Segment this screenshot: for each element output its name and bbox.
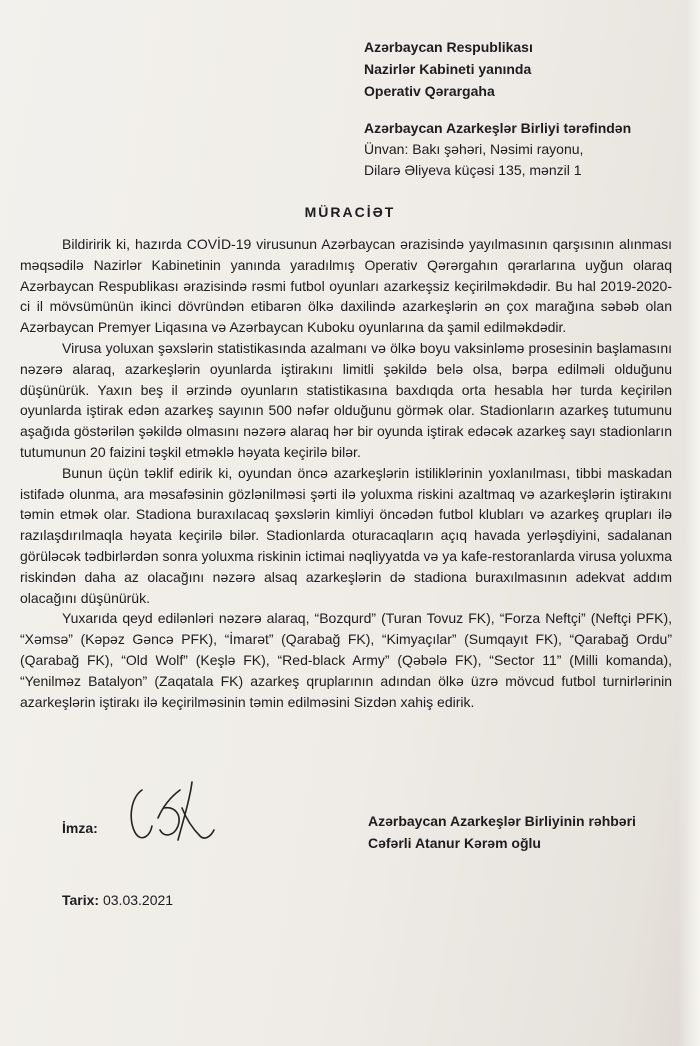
body-paragraph: Yuxarıda qeyd edilənləri nəzərə alaraq, “Bozqurd” (Turan Tovuz FK), “Forza Neftçi” (Neftçi PFK), “Xəmsə” (Kəpəz Gəncə PFK), “İmarət” (Qarabağ FK), “Kimyaçılar” (Sumqayıt FK), “Qarabağ Ordu” (Qarabağ FK), “Old Wolf” (Keşlə FK), “Red-black Army” (Qəbələ FK), “Sector 11” (Milli komanda), “Yenilməz Batalyon” (Zaqatala FK) azarkeş qruplarının adından ölkə üzrə mövcud futbol turnirlərinin azarkeşlərin iştirakı ilə keçirilməsinin təmin edilməsini Sizdən xahiş edirik. [20, 610, 672, 710]
sender-organization: Azərbaycan Azarkeşlər Birliyi tərəfindən [364, 120, 632, 136]
date-value: 03.03.2021 [102, 892, 174, 908]
signatory-title: Azərbaycan Azarkeşlər Birliyinin rəhbəri [368, 813, 636, 829]
body-paragraph: Virusa yoluxan şəxslərin statistikasında azalmanı və ölkə boyu vaksinləmə prosesinin başlamasını nəzərə alaraq, azarkeşlərin oyunlarda iştirakını limitli şəkildə belə olsa, bərpa edilməli olduğunu düşünürük. Yaxın beş il ərzində oyunların statistikasına baxdıqda orta hesabla hər turda keçirilən oyunlarda iştirak edən azarkeş sayının 500 nəfər olduğunu görmək olar. Stadionların azarkeş tutumunu aşağıda göstərilən şəkildə olmasını nəzərə alaraq hər bir oyunda iştirak edəcək azarkeş sayı stadionların tutumunun 20 faizini təşkil etməklə həyata keçirilə bilər. [20, 339, 672, 460]
sender-block [364, 118, 631, 181]
body-paragraph: Bildiririk ki, hazırda COVİD-19 virusunun Azərbaycan ərazisində yayılmasının qarşısının alınması məqsədilə Nazirlər Kabinetinin yanında yaradılmış Operativ Qərərgahın qərarlarına uyğun olaraq Azərbaycan Respublikası ərazisində rəsmi futbol oyunları azarkeşsiz keçirilməkdədir. Bu hal 2019-2020-ci il mövsümünün ikinci dövründən etibarən ölkə daxilində azarkeşlərin ən çox marağına səbəb olan Azərbaycan Premyer Liqasına və Azərbaycan Kuboku oyunlarına da şamil edilməkdədir. [20, 236, 672, 336]
paper-edge [678, 0, 700, 1046]
date-line [62, 892, 173, 908]
sender-address-line: Dilarə Əliyeva küçəsi 135, mənzil 1 [364, 162, 582, 178]
signatory-name: Cəfərli Atanur Kərəm oğlu [368, 835, 541, 851]
recipient-line: Azərbaycan Respublikası [364, 39, 533, 55]
recipient-line: Nazirlər Kabineti yanında [364, 61, 532, 77]
signatory-block [368, 810, 636, 854]
recipient-line: Operativ Qərargaha [364, 83, 495, 99]
letter-body [20, 234, 672, 712]
recipient-block [364, 36, 533, 102]
sender-address-line: Ünvan: Bakı şəhəri, Nəsimi rayonu, [364, 141, 584, 157]
handwritten-signature [120, 778, 220, 850]
body-paragraph: Bunun üçün təklif edirik ki, oyundan öncə azarkeşlərin istiliklərinin yoxlanılması, tibbi maskadan istifadə olunma, ara məsafəsinin gözlənilməsi şərti ilə yoluxma riskini azaltmaq və azarkeşlərin iştirakını təmin etmək olar. Stadiona buraxılacaq şəxslərin kimliyi öncədən futbol klubları və azarkeş qrupları ilə razılaşdırılmaqla həyata keçirilə bilər. Stadionlarda oturacaqların açıq havada yerləşdiyini, sadalanan görüləcək tədbirlərdən sonra yoluxma riskinin ictimai nəqliyyatda və ya kafe-restoranlarda virusa yoluxma riskindən daha az olacağını nəzərə alsaq azarkeşlərin də stadiona buraxılmasının adekvat addım olacağını düşünürük. [20, 464, 672, 606]
document-title: MÜRACİƏT [304, 204, 396, 220]
date-label: Tarix: [62, 892, 100, 908]
signature-label: İmza: [62, 820, 98, 836]
